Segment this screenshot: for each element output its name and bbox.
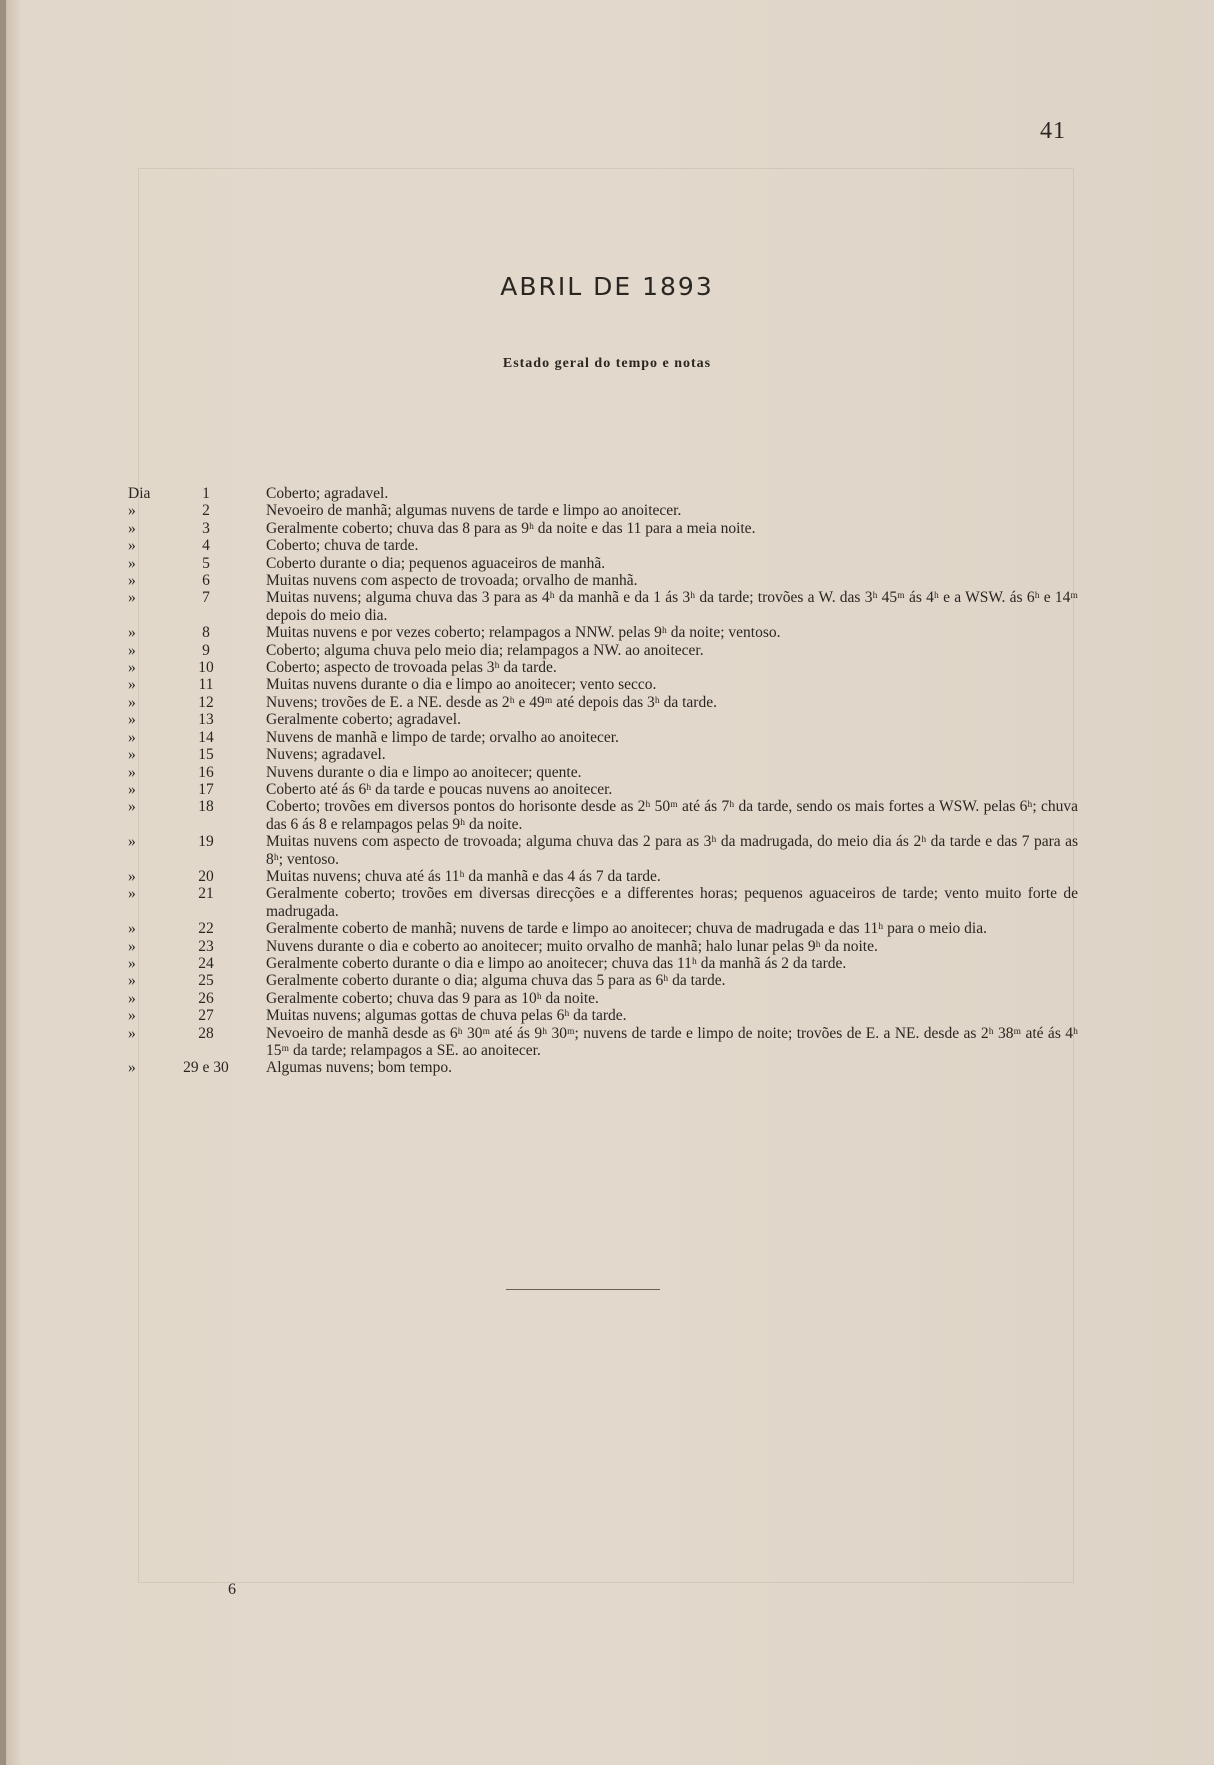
entry-note: Coberto; alguma chuva pelo meio dia; relampagos a NW. ao anoitecer. bbox=[266, 641, 704, 659]
entry-day: 17 bbox=[198, 780, 214, 798]
entry-note: Coberto; chuva de tarde. bbox=[266, 537, 419, 555]
entry-note: Muitas nuvens; chuva até ás 11ʰ da manhã e das 4 ás 7 da tarde. bbox=[266, 867, 661, 885]
page-title: ABRIL DE 1893 bbox=[500, 272, 714, 301]
entry-row bbox=[128, 659, 1078, 676]
entry-note: Geralmente coberto; agradavel. bbox=[266, 711, 461, 729]
weather-notes-list bbox=[128, 485, 1078, 1077]
entry-row bbox=[128, 502, 1078, 519]
entry-day: 19 bbox=[198, 833, 214, 851]
entry-row bbox=[128, 537, 1078, 554]
entry-note: Muitas nuvens; alguma chuva das 3 para as 4ʰ da manhã e da 1 ás 3ʰ da tarde; trovões a W. das 3ʰ 45ᵐ ás 4ʰ e a WSW. ás 6ʰ e 14ᵐ depois do meio dia. bbox=[266, 589, 1078, 624]
entry-row bbox=[128, 972, 1078, 989]
entry-row bbox=[128, 746, 1078, 763]
entry-row bbox=[128, 938, 1078, 955]
entry-note: Nevoeiro de manhã; algumas nuvens de tarde e limpo ao anoitecer. bbox=[266, 502, 682, 520]
entry-label: » bbox=[128, 937, 136, 955]
entry-note: Nuvens; agradavel. bbox=[266, 746, 386, 764]
entry-label: » bbox=[128, 589, 136, 607]
entry-label: » bbox=[128, 1059, 136, 1077]
entry-day: 9 bbox=[202, 641, 210, 659]
entry-label: » bbox=[128, 746, 136, 764]
entry-day: 25 bbox=[198, 972, 214, 990]
entry-row bbox=[128, 781, 1078, 798]
entry-day: 22 bbox=[198, 920, 214, 938]
entry-note: Nuvens durante o dia e limpo ao anoitecer; quente. bbox=[266, 763, 582, 781]
entry-row bbox=[128, 729, 1078, 746]
entry-label: » bbox=[128, 989, 136, 1007]
entry-label: » bbox=[128, 763, 136, 781]
page-number: 41 bbox=[1040, 118, 1066, 144]
entry-label: » bbox=[128, 885, 136, 903]
entry-label: » bbox=[128, 833, 136, 851]
entry-row bbox=[128, 520, 1078, 537]
entry-day: 11 bbox=[198, 676, 214, 694]
entry-row bbox=[128, 798, 1078, 833]
entry-row bbox=[128, 955, 1078, 972]
entry-row bbox=[128, 1007, 1078, 1024]
entry-note: Geralmente coberto durante o dia e limpo ao anoitecer; chuva das 11ʰ da manhã ás 2 da tarde. bbox=[266, 954, 847, 972]
entry-day: 14 bbox=[198, 728, 214, 746]
entry-note: Geralmente coberto durante o dia; alguma chuva das 5 para as 6ʰ da tarde. bbox=[266, 972, 726, 990]
entry-row bbox=[128, 885, 1078, 920]
entry-day: 1 bbox=[202, 485, 210, 502]
entry-label: » bbox=[128, 780, 136, 798]
entry-label: » bbox=[128, 624, 136, 642]
entry-label: » bbox=[128, 641, 136, 659]
entry-day: 21 bbox=[198, 885, 214, 903]
entry-label: » bbox=[128, 1007, 136, 1025]
entry-row bbox=[128, 642, 1078, 659]
entry-label: » bbox=[128, 972, 136, 990]
entry-day: 29 e 30 bbox=[183, 1059, 229, 1077]
entry-row bbox=[128, 868, 1078, 885]
page-subtitle: Estado geral do tempo e notas bbox=[502, 356, 712, 371]
entry-note: Muitas nuvens com aspecto de trovoada; orvalho de manhã. bbox=[266, 572, 638, 590]
entry-label: » bbox=[128, 798, 136, 816]
entry-note: Geralmente coberto; trovões em diversas direcções e a differentes horas; pequenos aguaceiros de tarde; vento muito forte de madrugada. bbox=[266, 885, 1078, 920]
entry-row bbox=[128, 624, 1078, 641]
entry-day: 7 bbox=[202, 589, 210, 607]
entry-note: Coberto durante o dia; pequenos aguaceiros de manhã. bbox=[266, 554, 606, 572]
entry-day: 5 bbox=[202, 554, 210, 572]
signature-mark: 6 bbox=[228, 1581, 236, 1598]
entry-label: » bbox=[128, 572, 136, 590]
entry-label: » bbox=[128, 537, 136, 555]
entry-note: Muitas nuvens com aspecto de trovoada; alguma chuva das 2 para as 3ʰ da madrugada, do meio dia ás 2ʰ da tarde e das 7 para as 8ʰ; ventoso. bbox=[266, 833, 1078, 868]
entry-label: » bbox=[128, 659, 136, 677]
entry-label: » bbox=[128, 728, 136, 746]
entry-row bbox=[128, 711, 1078, 728]
entry-row bbox=[128, 589, 1078, 624]
binding-edge bbox=[0, 0, 6, 1765]
entry-note: Coberto; aspecto de trovoada pelas 3ʰ da tarde. bbox=[266, 659, 557, 677]
entry-row bbox=[128, 764, 1078, 781]
entry-day: 8 bbox=[202, 624, 210, 642]
entry-row bbox=[128, 572, 1078, 589]
entry-day: 13 bbox=[198, 711, 214, 729]
entry-day: 26 bbox=[198, 989, 214, 1007]
entry-day: 2 bbox=[202, 502, 210, 520]
entry-label: » bbox=[128, 867, 136, 885]
entry-label: » bbox=[128, 502, 136, 520]
entry-label: » bbox=[128, 954, 136, 972]
entry-note: Nuvens durante o dia e coberto ao anoitecer; muito orvalho de manhã; halo lunar pelas 9ʰ da noite. bbox=[266, 937, 878, 955]
entry-note: Nevoeiro de manhã desde as 6ʰ 30ᵐ até ás 9ʰ 30ᵐ; nuvens de tarde e limpo de noite; trovões de E. a NE. desde as 2ʰ 38ᵐ até ás 4ʰ 15ᵐ da tarde; relampagos a SE. ao anoitecer. bbox=[266, 1024, 1078, 1059]
entry-day: 16 bbox=[198, 763, 214, 781]
entry-label: » bbox=[128, 676, 136, 694]
entry-label: » bbox=[128, 920, 136, 938]
entry-label: Dia bbox=[128, 485, 151, 502]
entry-label: » bbox=[128, 554, 136, 572]
entry-row bbox=[128, 833, 1078, 868]
entry-row bbox=[128, 555, 1078, 572]
entry-note: Muitas nuvens durante o dia e limpo ao anoitecer; vento secco. bbox=[266, 676, 657, 694]
entry-note: Nuvens de manhã e limpo de tarde; orvalho ao anoitecer. bbox=[266, 728, 619, 746]
entry-label: » bbox=[128, 693, 136, 711]
entry-note: Geralmente coberto; chuva das 8 para as 9ʰ da noite e das 11 para a meia noite. bbox=[266, 519, 756, 537]
entry-row bbox=[128, 1059, 1078, 1076]
entry-note: Coberto até ás 6ʰ da tarde e poucas nuvens ao anoitecer. bbox=[266, 780, 613, 798]
entry-note: Coberto; agradavel. bbox=[266, 485, 389, 502]
entry-day: 6 bbox=[202, 572, 210, 590]
entry-day: 10 bbox=[198, 659, 214, 677]
entry-day: 18 bbox=[198, 798, 214, 816]
entry-row bbox=[128, 990, 1078, 1007]
entry-note: Algumas nuvens; bom tempo. bbox=[266, 1059, 452, 1077]
entry-day: 4 bbox=[202, 537, 210, 555]
entry-note: Geralmente coberto de manhã; nuvens de tarde e limpo ao anoitecer; chuva de madrugada e das 11ʰ para o meio dia. bbox=[266, 920, 987, 938]
entry-label: » bbox=[128, 519, 136, 537]
entry-note: Muitas nuvens; algumas gottas de chuva pelas 6ʰ da tarde. bbox=[266, 1007, 627, 1025]
entry-day: 24 bbox=[198, 954, 214, 972]
entry-label: » bbox=[128, 711, 136, 729]
entry-day: 28 bbox=[198, 1024, 214, 1042]
entry-day: 20 bbox=[198, 867, 214, 885]
entry-row bbox=[128, 694, 1078, 711]
entry-day: 12 bbox=[198, 693, 214, 711]
entry-day: 3 bbox=[202, 519, 210, 537]
entry-note: Geralmente coberto; chuva das 9 para as 10ʰ da noite. bbox=[266, 989, 599, 1007]
entry-label: » bbox=[128, 1024, 136, 1042]
entry-row bbox=[128, 1025, 1078, 1060]
entry-row bbox=[128, 676, 1078, 693]
entry-day: 23 bbox=[198, 937, 214, 955]
entry-day: 15 bbox=[198, 746, 214, 764]
entry-row bbox=[128, 485, 1078, 502]
closing-rule bbox=[506, 1289, 660, 1290]
entry-note: Nuvens; trovões de E. a NE. desde as 2ʰ e 49ᵐ até depois das 3ʰ da tarde. bbox=[266, 693, 717, 711]
entry-note: Muitas nuvens e por vezes coberto; relampagos a NNW. pelas 9ʰ da noite; ventoso. bbox=[266, 624, 781, 642]
entry-day: 27 bbox=[198, 1007, 214, 1025]
entry-note: Coberto; trovões em diversos pontos do horisonte desde as 2ʰ 50ᵐ até ás 7ʰ da tarde, sendo os mais fortes a WSW. pelas 6ʰ; chuva das 6 ás 8 e relampagos pelas 9ʰ da noite. bbox=[266, 798, 1078, 833]
entry-row bbox=[128, 920, 1078, 937]
